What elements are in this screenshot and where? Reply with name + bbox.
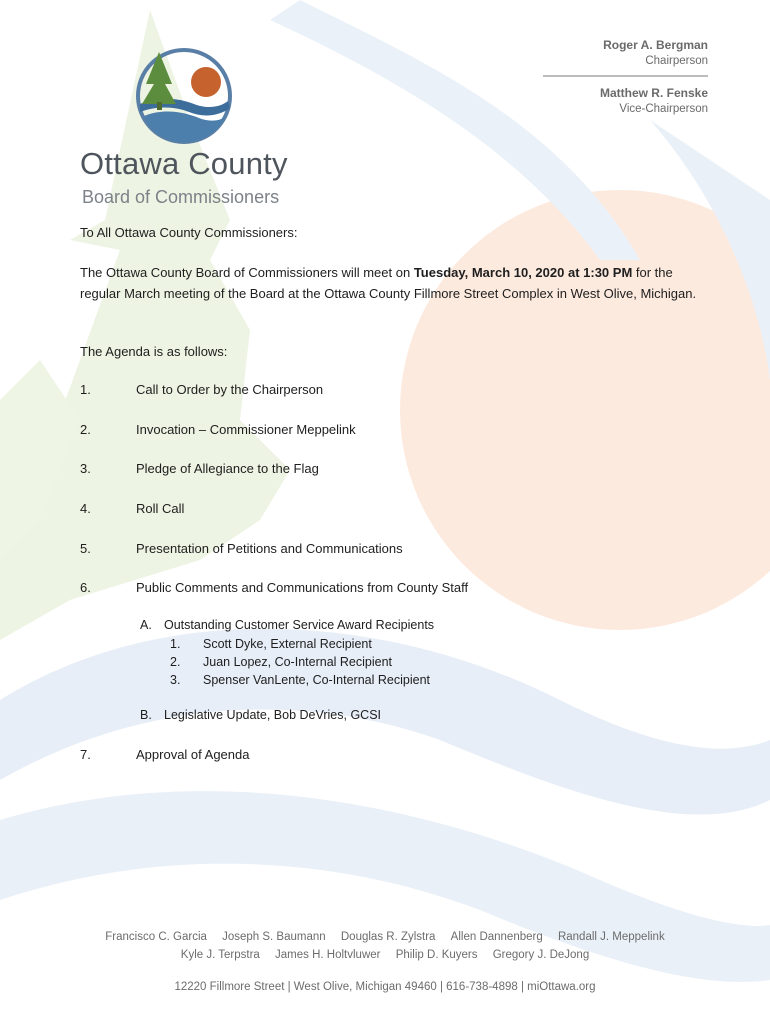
officers-block: [543, 38, 708, 115]
vice-chairperson-name: Matthew R. Fenske: [599, 86, 708, 100]
commissioner-name: Philip D. Kuyers: [395, 949, 478, 961]
agenda-subitem-letter: A.: [140, 618, 152, 632]
agenda-subitem-text: Legislative Update, Bob DeVries, GCSI: [164, 708, 382, 722]
agenda-item-text: Call to Order by the Chairperson: [136, 382, 324, 397]
award-recipient-number: 3.: [170, 673, 181, 687]
intro-text-start: The Ottawa County Board of Commissioners will meet on: [80, 265, 414, 280]
commissioner-name: James H. Holtvluwer: [275, 949, 381, 961]
agenda-item-text: Approval of Agenda: [136, 747, 250, 762]
agenda-item-number: 7.: [80, 747, 91, 762]
meeting-date-time: Tuesday, March 10, 2020 at 1:30 PM: [413, 265, 633, 280]
agenda-subitem-letter: B.: [140, 708, 152, 722]
commissioner-name: Kyle J. Terpstra: [180, 949, 260, 961]
award-recipient-text: Juan Lopez, Co-Internal Recipient: [203, 655, 393, 669]
letter-intro: [80, 262, 700, 304]
agenda-item-number: 5.: [80, 541, 91, 556]
chairperson-title: Chairperson: [645, 55, 708, 67]
agenda-item-number: 1.: [80, 382, 91, 397]
agenda-item-number: 3.: [80, 461, 91, 476]
agenda-item-text: Invocation – Commissioner Meppelink: [136, 422, 356, 437]
intro-text-end: for the regular March meeting of the Board at the Ottawa County Fillmore Street Complex in West Olive, Michigan.: [80, 265, 697, 301]
award-recipient-text: Spenser VanLente, Co-Internal Recipient: [203, 673, 430, 687]
agenda-item-text: Pledge of Allegiance to the Flag: [136, 461, 319, 476]
commissioner-name: Joseph S. Baumann: [222, 931, 326, 943]
commissioner-name: Francisco C. Garcia: [105, 931, 207, 943]
commissioners-row-1: [0, 928, 770, 946]
commissioner-name: Douglas R. Zylstra: [340, 931, 436, 943]
agenda-item-text: Roll Call: [136, 501, 185, 516]
commissioner-name: Allen Dannenberg: [450, 931, 543, 943]
agenda-item-number: 4.: [80, 501, 91, 516]
officers-divider: [543, 75, 708, 77]
agenda-item-number: 2.: [80, 422, 91, 437]
letter-footer: [0, 928, 770, 996]
county-name: Ottawa County: [80, 146, 288, 181]
contact-address: 12220 Fillmore Street | West Olive, Michigan 49460 | 616-738-4898 | miOttawa.org: [174, 981, 596, 993]
commissioners-row-2: [0, 946, 770, 964]
agenda-label: The Agenda is as follows:: [80, 344, 228, 359]
commissioner-name: Gregory J. DeJong: [492, 949, 590, 961]
vice-chairperson-title: Vice-Chairperson: [619, 103, 708, 115]
agenda-item-number: 6.: [80, 580, 91, 595]
agenda-item-text: Public Comments and Communications from County Staff: [136, 580, 469, 595]
agenda-item-text: Presentation of Petitions and Communications: [136, 541, 403, 556]
commissioner-name: Randall J. Meppelink: [557, 931, 665, 943]
board-name: Board of Commissioners: [82, 187, 280, 207]
agenda-subitem-text: Outstanding Customer Service Award Recipients: [164, 618, 435, 632]
award-recipient-text: Scott Dyke, External Recipient: [203, 637, 372, 651]
award-recipient-number: 1.: [170, 637, 181, 651]
county-logo-icon: [134, 46, 234, 146]
award-recipient-number: 2.: [170, 655, 181, 669]
chairperson-name: Roger A. Bergman: [603, 38, 708, 52]
letter-greeting: To All Ottawa County Commissioners:: [80, 225, 298, 240]
